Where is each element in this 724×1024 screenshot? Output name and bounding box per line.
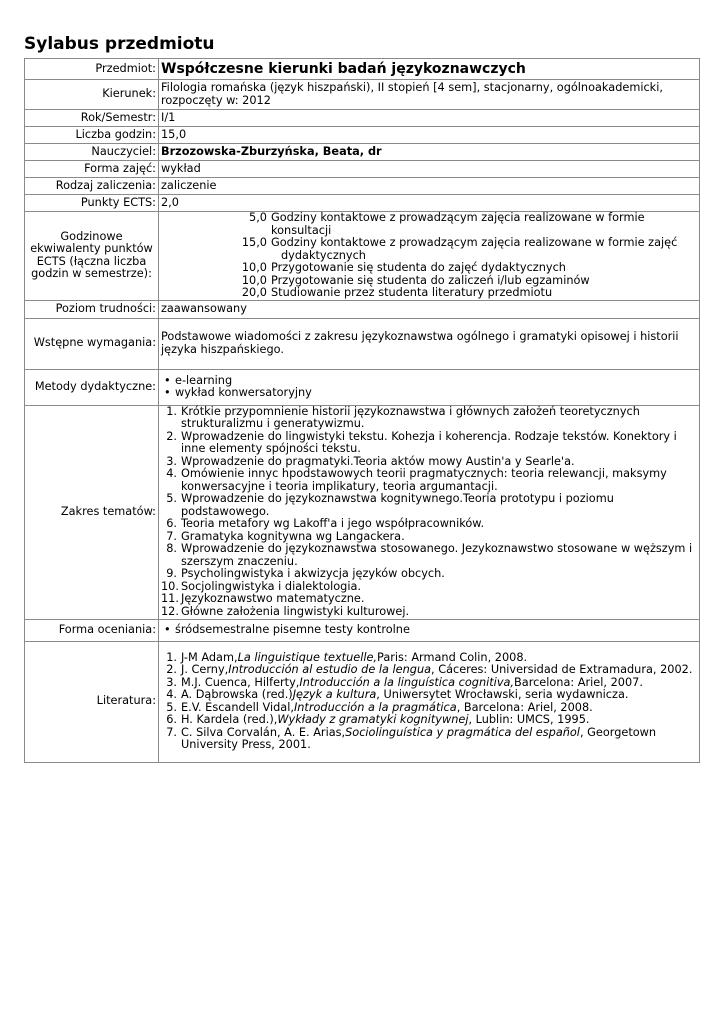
row-wymagania bbox=[25, 318, 700, 369]
item-text: Główne założenia lingwistyki kulturowej. bbox=[181, 604, 410, 618]
item-text: Krótkie przypomnienie historii językoznawstwa i głównych założeń teoretycznych strukturalizmu i generatywizmu. bbox=[181, 404, 640, 431]
value-wymagania: Podstawowe wiadomości z zakresu językoznawstwa ogólnego i gramatyki opisowej i historii języka hiszpańskiego. bbox=[159, 318, 700, 369]
item-number: 4. bbox=[166, 467, 177, 481]
label-godziny: Liczba godzin: bbox=[25, 127, 159, 144]
ects-text: Przygotowanie się studenta do zaliczeń i/lub egzaminów bbox=[271, 273, 590, 287]
row-zakres bbox=[25, 405, 700, 619]
list-item: • e-learning bbox=[161, 375, 697, 388]
value-forma: wykład bbox=[159, 161, 700, 178]
item-number: 4. bbox=[166, 688, 177, 701]
row-kierunek bbox=[25, 80, 700, 110]
item-text: Omówienie innyc hpodstawowych teorii pragmatycznych: teoria relewancji, maksymy konwersacyjne i teoria implikatury, teoria argumantacji. bbox=[181, 467, 667, 493]
value-godzinowe bbox=[159, 212, 700, 301]
value-kierunek: Filologia romańska (język hiszpański), II stopień [4 sem], stacjonarny, ogólnoakademicki, rozpoczęty w: 2012 bbox=[159, 80, 700, 110]
item-text: Teoria metafory wg Lakoff'a i jego współpracowników. bbox=[181, 517, 485, 531]
item-author: C. Silva Corvalán, A. E. Arias, bbox=[181, 725, 346, 739]
label-wymagania: Wstępne wymagania: bbox=[25, 318, 159, 369]
item-text: Psycholingwistyka i akwizycja języków obcych. bbox=[181, 567, 445, 581]
assessment-list bbox=[161, 624, 697, 637]
list-item bbox=[161, 493, 697, 518]
item-author: E.V. Escandell Vidal, bbox=[181, 700, 294, 714]
row-ocenianie bbox=[25, 619, 700, 641]
label-nauczyciel: Nauczyciel: bbox=[25, 144, 159, 161]
label-zakres: Zakres tematów: bbox=[25, 405, 159, 619]
label-poziom: Poziom trudności: bbox=[25, 300, 159, 318]
list-item bbox=[161, 543, 697, 568]
ects-hours: 10,0 bbox=[241, 273, 267, 287]
item-number: 7. bbox=[166, 725, 177, 739]
item-number: 3. bbox=[166, 675, 177, 689]
item-title: Wykłady z gramatyki kognitywnej bbox=[277, 713, 469, 726]
item-number: 9. bbox=[166, 567, 177, 581]
item-number: 11. bbox=[161, 592, 179, 606]
item-text: Socjolingwistyka i dialektologia. bbox=[181, 579, 361, 593]
item-text: Wprowadzenie do pragmatyki.Teoria aktów mowy Austin'a y Searle'a. bbox=[181, 454, 575, 468]
item-number: 6. bbox=[166, 713, 177, 726]
row-godziny bbox=[25, 127, 700, 144]
label-forma: Forma zajęć: bbox=[25, 161, 159, 178]
ects-text: Przygotowanie się studenta do zajęć dydaktycznych bbox=[271, 261, 566, 274]
row-ects bbox=[25, 195, 700, 212]
value-ects: 2,0 bbox=[159, 195, 700, 212]
item-author: H. Kardela (red.), bbox=[181, 713, 278, 726]
item-publisher: , Barcelona: Ariel, 2008. bbox=[456, 700, 593, 714]
item-number: 8. bbox=[166, 542, 177, 556]
item-publisher: Paris: Armand Colin, 2008. bbox=[377, 650, 528, 664]
label-rok: Rok/Semestr: bbox=[25, 110, 159, 127]
label-przedmiot: Przedmiot: bbox=[25, 59, 159, 80]
item-text: Wprowadzenie do językoznawstwa stosowanego. Jezykoznawstwo stosowane w węższym i szerszym znaczeniu. bbox=[181, 542, 693, 568]
label-ocenianie: Forma oceniania: bbox=[25, 619, 159, 641]
item-publisher: , Lublin: UMCS, 1995. bbox=[468, 713, 590, 726]
item-author: J. Cerny, bbox=[181, 663, 229, 676]
row-literatura bbox=[25, 641, 700, 762]
item-author: A. Dąbrowska (red.) bbox=[181, 688, 293, 701]
label-metody: Metody dydaktyczne: bbox=[25, 369, 159, 405]
item-text: Wprowadzenie do lingwistyki tekstu. Kohezja i koherencja. Rodzaje tekstów. Konektory i inne elementy spójności tekstu. bbox=[181, 429, 677, 456]
row-zaliczenie bbox=[25, 178, 700, 195]
label-ects: Punkty ECTS: bbox=[25, 195, 159, 212]
row-godzinowe bbox=[25, 212, 700, 301]
item-number: 2. bbox=[166, 429, 177, 443]
value-literatura bbox=[159, 641, 700, 762]
item-number: 1. bbox=[166, 404, 177, 418]
value-rok: I/1 bbox=[159, 110, 700, 127]
value-zaliczenie: zaliczenie bbox=[159, 178, 700, 195]
row-metody bbox=[25, 369, 700, 405]
label-literatura: Literatura: bbox=[25, 641, 159, 762]
item-author: M.J. Cuenca, Hilferty, bbox=[181, 675, 300, 689]
ects-text-wrap bbox=[269, 237, 697, 262]
label-zaliczenie: Rodzaj zaliczenia: bbox=[25, 178, 159, 195]
item-title: Język a kultura bbox=[292, 688, 377, 701]
item-publisher: Barcelona: Ariel, 2007. bbox=[514, 675, 643, 689]
list-item bbox=[161, 431, 697, 456]
item-number: 12. bbox=[161, 604, 179, 618]
item-number: 5. bbox=[166, 700, 177, 714]
ects-text: Godziny kontaktowe z prowadzącym zajęcia realizowane w formie zajęć bbox=[271, 236, 678, 249]
item-number: 5. bbox=[166, 492, 177, 506]
item-number: 6. bbox=[166, 517, 177, 531]
ects-item bbox=[161, 237, 697, 262]
item-text: Językoznawstwo matematyczne. bbox=[181, 592, 365, 606]
item-title: Introducción al estudio de la lengua bbox=[228, 663, 432, 676]
item-number: 1. bbox=[166, 650, 177, 664]
list-item bbox=[161, 606, 697, 619]
label-godzinowe: Godzinowe ekwiwalenty punktów ECTS (łączna liczba godzin w semestrze): bbox=[25, 212, 159, 301]
ects-text: Studiowanie przez studenta literatury przedmiotu bbox=[271, 286, 553, 299]
item-number: 10. bbox=[161, 579, 179, 593]
ects-text: Godziny kontaktowe z prowadzącym zajęcia realizowane w formie konsultacji bbox=[271, 211, 645, 237]
syllabus-table bbox=[24, 58, 700, 763]
value-poziom: zaawansowany bbox=[159, 300, 700, 318]
value-zakres bbox=[159, 405, 700, 619]
item-title: Introducción a la pragmática bbox=[293, 700, 457, 714]
value-przedmiot: Współczesne kierunki badań językoznawczych bbox=[159, 59, 700, 80]
value-metody bbox=[159, 369, 700, 405]
ects-item bbox=[161, 262, 697, 275]
item-title: La linguistique textuelle, bbox=[237, 650, 378, 664]
ects-hours: 5,0 bbox=[249, 211, 267, 224]
list-item: • wykład konwersatoryjny bbox=[161, 387, 697, 400]
value-nauczyciel: Brzozowska-Zburzyńska, Beata, dr bbox=[159, 144, 700, 161]
item-number: 3. bbox=[166, 454, 177, 468]
item-author: J-M Adam, bbox=[181, 650, 238, 664]
item-text: Wprowadzenie do językoznawstwa kognitywnego.Teoria prototypu i poziomu podstawowego. bbox=[181, 492, 614, 518]
item-publisher: , Cáceres: Universidad de Extramadura, 2002. bbox=[431, 663, 693, 676]
list-item bbox=[161, 468, 697, 493]
item-publisher: , Uniwersytet Wrocławski, seria wydawnicza. bbox=[376, 688, 629, 701]
ects-hours: 15,0 bbox=[241, 236, 267, 249]
list-item bbox=[161, 727, 697, 752]
row-forma bbox=[25, 161, 700, 178]
ects-item bbox=[161, 212, 697, 237]
label-kierunek: Kierunek: bbox=[25, 80, 159, 110]
row-rok bbox=[25, 110, 700, 127]
item-title: Sociolinguística y pragmática del español bbox=[345, 725, 580, 739]
item-number: 2. bbox=[166, 663, 177, 676]
row-przedmiot bbox=[25, 59, 700, 80]
page-title: Sylabus przedmiotu bbox=[24, 34, 215, 54]
list-item bbox=[161, 406, 697, 431]
ects-item bbox=[161, 287, 697, 300]
list-item: • śródsemestralne pisemne testy kontrolne bbox=[161, 624, 697, 637]
row-nauczyciel bbox=[25, 144, 700, 161]
item-text: Gramatyka kognitywna wg Langackera. bbox=[181, 529, 405, 543]
item-publisher: , Georgetown University Press, 2001. bbox=[181, 725, 657, 751]
topics-list bbox=[161, 406, 697, 619]
value-godziny: 15,0 bbox=[159, 127, 700, 144]
ects-hours: 20,0 bbox=[241, 286, 267, 299]
item-number: 7. bbox=[166, 529, 177, 543]
row-poziom bbox=[25, 300, 700, 318]
value-ocenianie bbox=[159, 619, 700, 641]
literature-list bbox=[161, 652, 697, 752]
item-title: Introducción a la linguística cognitiva, bbox=[299, 675, 515, 689]
ects-hours: 10,0 bbox=[241, 261, 267, 274]
methods-list bbox=[161, 375, 697, 400]
ects-text-continued: dydaktycznych bbox=[281, 248, 366, 262]
